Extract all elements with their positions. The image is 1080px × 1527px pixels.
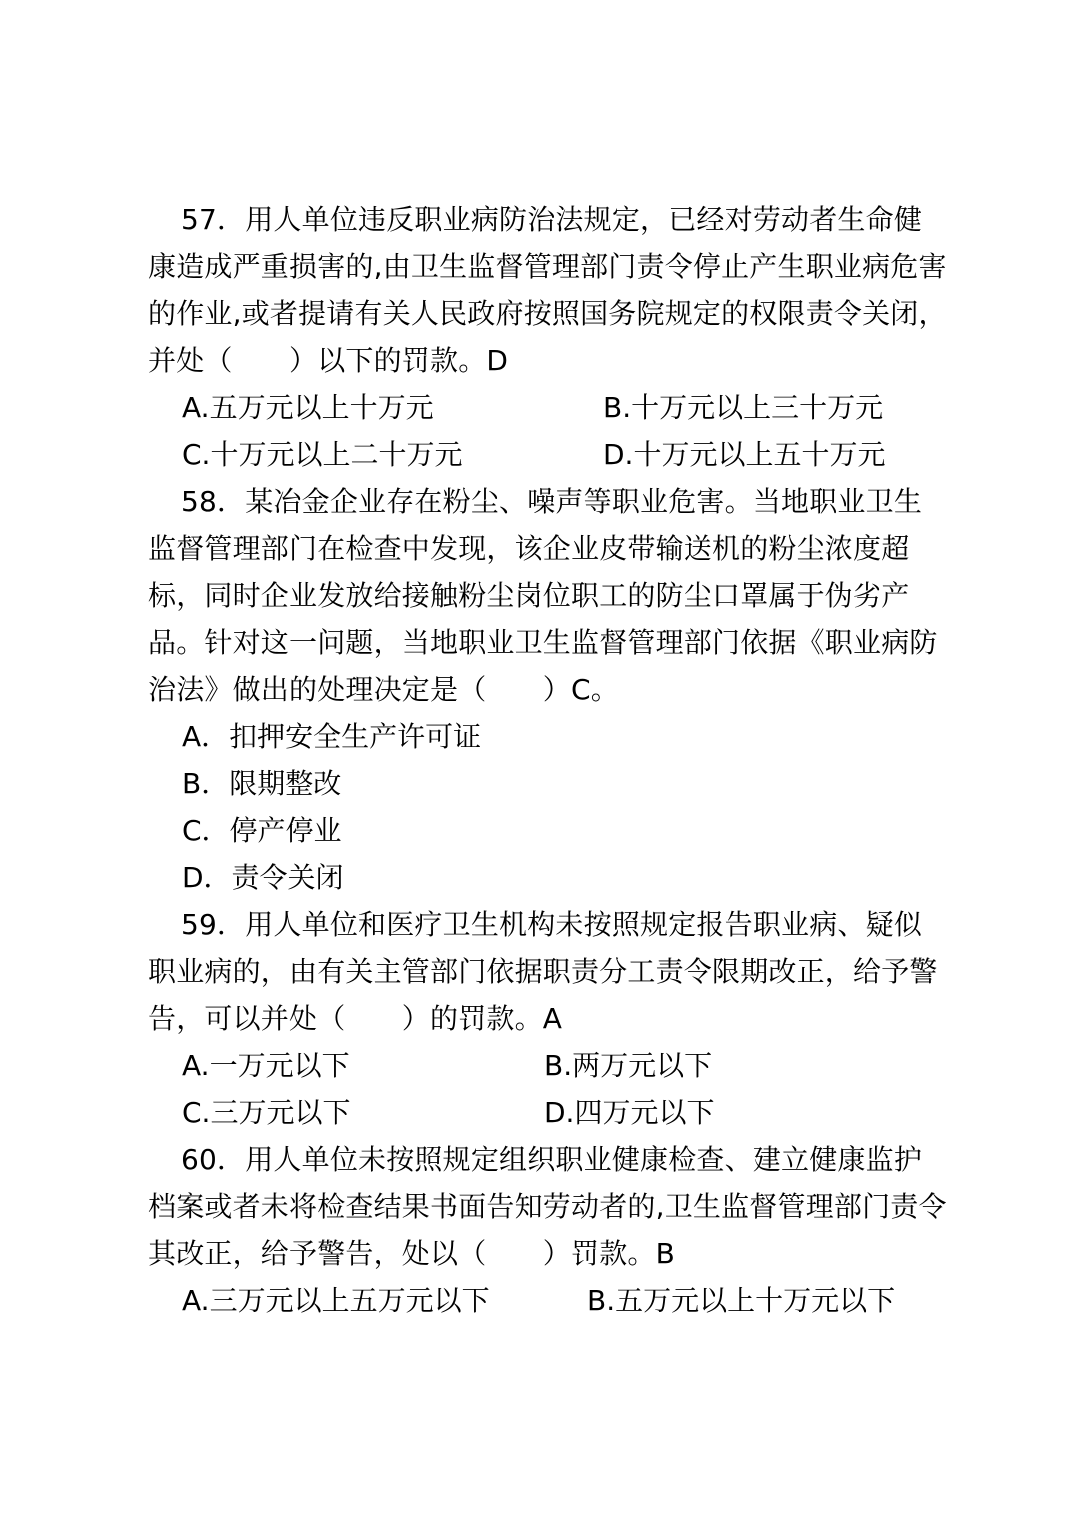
question-58-option-b: B．限期整改 [182,767,342,800]
question-60-option-a: A.三万元以上五万元以下 [182,1284,490,1317]
question-57-option-d: D.十万元以上五十万元 [603,438,886,471]
question-57-text: 57．用人单位违反职业病防治法规定，已经对劳动者生命健康造成严重损害的,由卫生监督管理部门责令停止产生职业病危害的作业,或者提请有关人民政府按照国务院规定的权限责令关闭，并处（ ）以下的罚款。D [148,203,947,377]
question-59-options-row-2 [148,1089,948,1136]
question-60-options-row-1 [148,1277,948,1324]
question-58-option-a: A．扣押安全生产许可证 [182,720,482,753]
question-58-text: 58．某冶金企业存在粉尘、噪声等职业危害。当地职业卫生监督管理部门在检查中发现，该企业皮带输送机的粉尘浓度超标，同时企业发放给接触粉尘岗位职工的防尘口罩属于伪劣产品。针对这一问题，当地职业卫生监督管理部门依据《职业病防治法》做出的处理决定是（ ）C。 [148,485,938,706]
question-57-option-a: A.五万元以上十万元 [182,391,434,424]
question-60-text: 60．用人单位未按照规定组织职业健康检查、建立健康监护档案或者未将检查结果书面告知劳动者的,卫生监督管理部门责令其改正，给予警告，处以（ ）罚款。B [148,1143,947,1270]
question-59-option-b: B.两万元以下 [544,1049,713,1082]
question-59-option-a: A.一万元以下 [182,1049,350,1082]
question-59-option-c: C.三万元以下 [182,1096,351,1129]
question-59-text: 59．用人单位和医疗卫生机构未按照规定报告职业病、疑似职业病的，由有关主管部门依据职责分工责令限期改正，给予警告，可以并处（ ）的罚款。A [148,908,938,1035]
question-59-option-d: D.四万元以下 [544,1096,715,1129]
question-59-options-row-1 [148,1042,948,1089]
question-57-option-c: C.十万元以上二十万元 [182,438,463,471]
question-57-options-row-2 [148,431,948,478]
question-60-option-b: B.五万元以上十万元以下 [587,1284,896,1317]
question-57-options-row-1 [148,384,948,431]
question-list [148,196,948,1324]
question-57-option-b: B.十万元以上三十万元 [603,391,884,424]
question-58-option-d: D．责令关闭 [182,861,344,894]
question-58-option-c: C．停产停业 [182,814,342,847]
